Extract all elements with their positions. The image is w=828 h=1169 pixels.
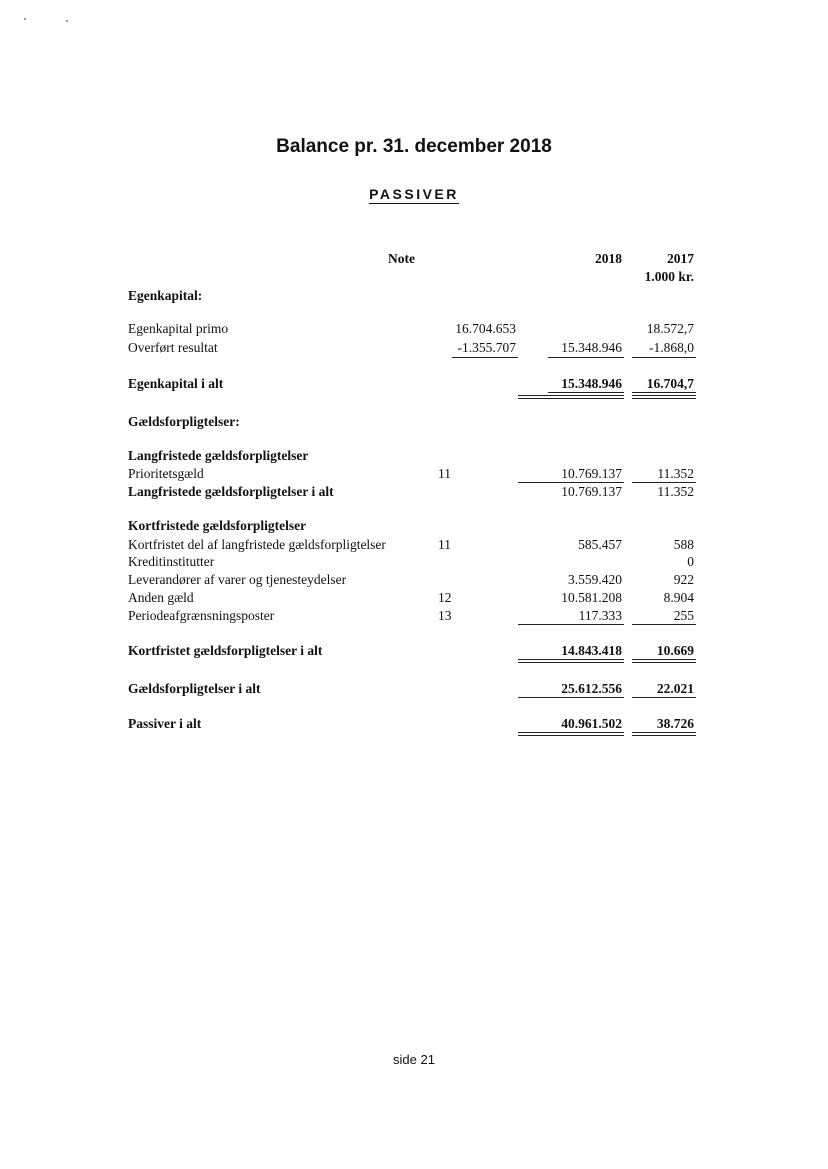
anden-gaeld-2017: 8.904 bbox=[663, 590, 694, 605]
periodeafgraensning-2017: 255 bbox=[673, 608, 694, 623]
prioritetsgaeld-label: Prioritetsgæld bbox=[128, 466, 204, 481]
overfoert-resultat-subtotal: -1.355.707 bbox=[457, 340, 516, 355]
underline bbox=[518, 482, 624, 483]
double-underline bbox=[518, 395, 624, 399]
langfristede-i-alt-2018: 10.769.137 bbox=[561, 484, 622, 499]
gaeld-i-alt-2018: 25.612.556 bbox=[561, 681, 622, 696]
periodeafgraensning-2018: 117.333 bbox=[578, 608, 622, 623]
kortfristede-heading: Kortfristede gældsforpligtelser bbox=[128, 518, 307, 533]
kortfristet-i-alt-label: Kortfristet gældsforpligtelser i alt bbox=[128, 643, 323, 658]
page-title: Balance pr. 31. december 2018 bbox=[276, 136, 552, 157]
scan-speck bbox=[66, 20, 68, 22]
leverandoerer-2017: 922 bbox=[673, 572, 694, 587]
leverandoerer-2018: 3.559.420 bbox=[568, 572, 622, 587]
underline bbox=[632, 482, 696, 483]
kortfristet-del-2017: 588 bbox=[673, 537, 694, 552]
double-underline bbox=[632, 732, 696, 736]
underline bbox=[632, 357, 696, 358]
overfoert-resultat-2018: 15.348.946 bbox=[561, 340, 622, 355]
year-2017-header: 2017 bbox=[667, 251, 694, 266]
overfoert-resultat-label: Overført resultat bbox=[128, 340, 218, 355]
anden-gaeld-label: Anden gæld bbox=[128, 590, 194, 605]
egenkapital-primo-subtotal: 16.704.653 bbox=[455, 321, 516, 336]
double-underline bbox=[518, 732, 624, 736]
egenkapital-primo-label: Egenkapital primo bbox=[128, 321, 229, 336]
egenkapital-heading: Egenkapital: bbox=[128, 288, 203, 303]
underline bbox=[518, 697, 624, 698]
page-number: side 21 bbox=[393, 1052, 435, 1067]
langfristede-heading: Langfristede gældsforpligtelser bbox=[128, 448, 309, 463]
periodeafgraensning-note: 13 bbox=[438, 608, 452, 623]
underline bbox=[632, 697, 696, 698]
underline bbox=[518, 624, 624, 625]
section-subtitle: PASSIVER bbox=[369, 186, 459, 202]
prioritetsgaeld-2018: 10.769.137 bbox=[561, 466, 622, 481]
anden-gaeld-note: 12 bbox=[438, 590, 452, 605]
gaeld-i-alt-2017: 22.021 bbox=[656, 681, 694, 696]
year-2018-header: 2018 bbox=[595, 251, 622, 266]
kortfristet-del-2018: 585.457 bbox=[578, 537, 622, 552]
gaeld-i-alt-label: Gældsforpligtelser i alt bbox=[128, 681, 261, 696]
langfristede-i-alt-2017: 11.352 bbox=[657, 484, 694, 499]
underline bbox=[632, 392, 696, 393]
kortfristet-del-note: 11 bbox=[438, 537, 451, 552]
kreditinstitutter-2017: 0 bbox=[687, 554, 694, 569]
passiver-i-alt-label: Passiver i alt bbox=[128, 716, 202, 731]
underline bbox=[632, 624, 696, 625]
note-header: Note bbox=[388, 251, 415, 266]
periodeafgraensning-label: Periodeafgrænsningsposter bbox=[128, 608, 275, 623]
kreditinstitutter-label: Kreditinstitutter bbox=[128, 554, 215, 569]
kortfristet-i-alt-2017: 10.669 bbox=[656, 643, 694, 658]
scan-speck bbox=[24, 18, 26, 20]
prioritetsgaeld-2017: 11.352 bbox=[657, 466, 694, 481]
underline bbox=[548, 392, 624, 393]
prioritetsgaeld-note: 11 bbox=[438, 466, 451, 481]
double-underline bbox=[632, 659, 696, 663]
double-underline bbox=[632, 395, 696, 399]
anden-gaeld-2018: 10.581.208 bbox=[561, 590, 622, 605]
passiver-i-alt-2018: 40.961.502 bbox=[561, 716, 622, 731]
gaeld-heading: Gældsforpligtelser: bbox=[128, 414, 240, 429]
kortfristet-i-alt-2018: 14.843.418 bbox=[561, 643, 622, 658]
underline bbox=[548, 357, 624, 358]
passiver-i-alt-2017: 38.726 bbox=[656, 716, 694, 731]
egenkapital-i-alt-2018: 15.348.946 bbox=[561, 376, 622, 391]
egenkapital-primo-2017: 18.572,7 bbox=[646, 321, 694, 336]
egenkapital-i-alt-2017: 16.704,7 bbox=[646, 376, 694, 391]
double-underline bbox=[518, 659, 624, 663]
kortfristet-del-label: Kortfristet del af langfristede gældsforpligtelser bbox=[128, 537, 386, 552]
egenkapital-i-alt-label: Egenkapital i alt bbox=[128, 376, 224, 391]
leverandoerer-label: Leverandører af varer og tjenesteydelser bbox=[128, 572, 347, 587]
langfristede-i-alt-label: Langfristede gældsforpligtelser i alt bbox=[128, 484, 334, 499]
overfoert-resultat-2017: -1.868,0 bbox=[649, 340, 694, 355]
underline bbox=[452, 357, 518, 358]
unit-header: 1.000 kr. bbox=[644, 269, 694, 284]
